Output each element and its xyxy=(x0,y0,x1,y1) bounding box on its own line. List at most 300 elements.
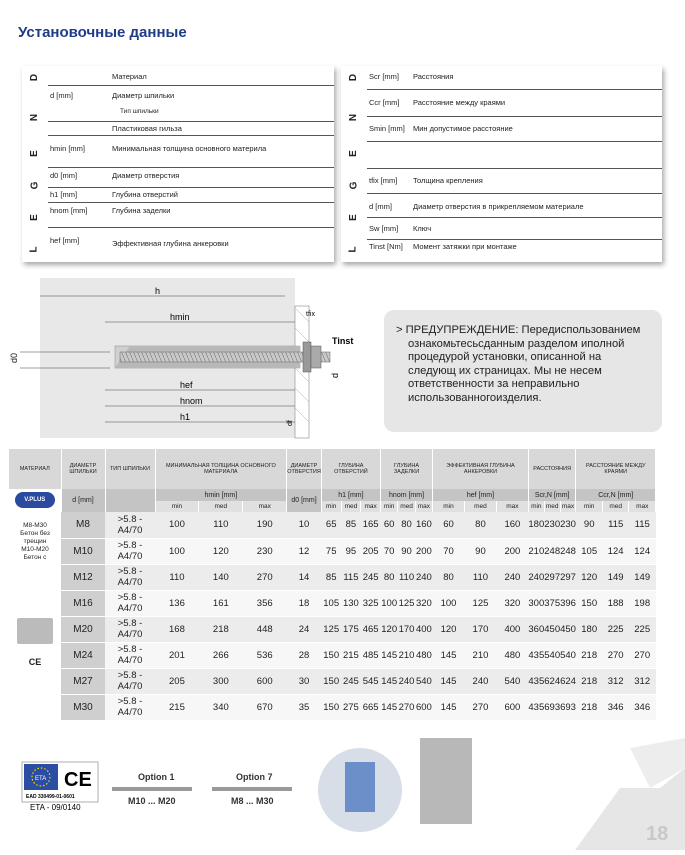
cell-ccr: 270 xyxy=(602,642,628,668)
subheader-min: min xyxy=(528,501,544,512)
bottom-graphics xyxy=(0,728,685,850)
cell-h1: 205 xyxy=(361,538,381,564)
legend-description: Момент затяжки при монтаже xyxy=(413,242,517,251)
legend-letter: D xyxy=(29,73,41,82)
legend-description: Тип шпильки xyxy=(120,108,159,115)
dimension-tfix: tfix xyxy=(306,311,315,318)
subheader-med: med xyxy=(199,501,243,512)
cell-scr: 624 xyxy=(560,668,576,694)
subheader-med: med xyxy=(602,501,628,512)
cell-d0: 10 xyxy=(287,512,322,538)
header-ccr: РАССТОЯНИЕ МЕЖДУ КРАЯМИ xyxy=(576,449,656,489)
legend-symbol: hef [mm] xyxy=(50,236,80,245)
cell-ccr: 218 xyxy=(576,642,602,668)
eta-icon: ETA xyxy=(35,776,47,782)
cell-ccr: 115 xyxy=(629,512,656,538)
cell-hmin: 168 xyxy=(155,616,199,642)
cell-hnom: 270 xyxy=(398,694,415,720)
legend-row xyxy=(48,168,334,188)
legend-row xyxy=(48,66,334,86)
material-text: Бетон с xyxy=(23,554,47,561)
cell-hnom: 120 xyxy=(381,616,398,642)
cell-scr: 450 xyxy=(544,616,560,642)
cell-d0: 35 xyxy=(287,694,322,720)
cell-h1: 125 xyxy=(321,616,341,642)
cell-diameter: M24 xyxy=(61,642,105,668)
cell-hmin: 140 xyxy=(199,564,243,590)
cell-ccr: 150 xyxy=(576,590,602,616)
cell-hef: 600 xyxy=(496,694,528,720)
table-row xyxy=(9,538,656,564)
warning-line: ответственности за неправильно xyxy=(408,378,580,390)
cell-diameter: M8 xyxy=(61,512,105,538)
unit-h1: h1 [mm] xyxy=(321,489,380,501)
cell-hef: 145 xyxy=(433,694,465,720)
cell-diameter: M16 xyxy=(61,590,105,616)
cell-hmin: 448 xyxy=(243,616,287,642)
cell-hmin: 670 xyxy=(243,694,287,720)
legend-description: Диаметр отверстия в прикрепляемом материале xyxy=(413,202,584,211)
cell-hef: 480 xyxy=(496,642,528,668)
dimension-d0: d0 xyxy=(9,352,20,364)
table-row xyxy=(9,694,656,720)
subheader-med: med xyxy=(341,501,361,512)
subheader-max: max xyxy=(629,501,656,512)
cell-ccr: 149 xyxy=(602,564,628,590)
subheader-min: min xyxy=(381,501,398,512)
warning-line: процедурой установки, описанной на xyxy=(408,351,602,363)
cell-hnom: 90 xyxy=(398,538,415,564)
cell-hnom: 170 xyxy=(398,616,415,642)
cell-scr: 230 xyxy=(544,512,560,538)
cell-ccr: 312 xyxy=(602,668,628,694)
legend-letter: N xyxy=(29,113,41,122)
unit-type xyxy=(105,489,155,512)
cell-hef: 80 xyxy=(433,564,465,590)
subheader-med: med xyxy=(398,501,415,512)
cell-hmin: 536 xyxy=(243,642,287,668)
dimension-tinst: Tinst xyxy=(332,336,354,346)
cell-hef: 240 xyxy=(496,564,528,590)
dimension-hef: hef xyxy=(180,380,193,390)
material-text: M10-M20 xyxy=(21,546,49,553)
legend-left xyxy=(22,66,334,262)
legend-description: Расстояния xyxy=(413,72,454,81)
legend-description: Толщина крепления xyxy=(413,176,483,185)
legend-letter: D xyxy=(348,73,360,82)
cell-ccr: 149 xyxy=(629,564,656,590)
unit-d0: d0 [mm] xyxy=(287,489,322,512)
dimension-hmin: hmin xyxy=(170,312,190,322)
subheader-min: min xyxy=(321,501,341,512)
cell-type: >5.8 - A4/70 xyxy=(105,668,155,694)
legend-row xyxy=(48,86,334,122)
cell-hnom: 320 xyxy=(415,590,432,616)
legend-row xyxy=(367,218,662,240)
subheader-max: max xyxy=(496,501,528,512)
subheader-min: min xyxy=(155,501,199,512)
cell-hmin: 120 xyxy=(199,538,243,564)
cell-scr: 375 xyxy=(544,590,560,616)
table-row xyxy=(9,668,656,694)
cell-ccr: 218 xyxy=(576,668,602,694)
cell-diameter: M20 xyxy=(61,616,105,642)
cell-scr: 624 xyxy=(544,668,560,694)
cell-hef: 80 xyxy=(465,512,497,538)
legend-letter: L xyxy=(28,246,40,253)
cell-hef: 120 xyxy=(433,616,465,642)
cell-hef: 145 xyxy=(433,642,465,668)
cell-h1: 665 xyxy=(361,694,381,720)
cell-hmin: 600 xyxy=(243,668,287,694)
dimension-hnom: hnom xyxy=(180,396,203,406)
legend-letter: E xyxy=(28,150,40,157)
cell-ccr: 198 xyxy=(629,590,656,616)
legend-row xyxy=(48,228,334,262)
cell-scr: 360 xyxy=(528,616,544,642)
cell-hmin: 161 xyxy=(199,590,243,616)
material-text: трещин xyxy=(23,538,47,545)
page-number: 18 xyxy=(646,823,669,845)
legend-symbol: h1 [mm] xyxy=(50,190,78,199)
legend-symbol: d0 [mm] xyxy=(50,171,78,180)
warning-line: следующ их страницах. Мы не несем xyxy=(408,364,602,377)
cell-hnom: 240 xyxy=(398,668,415,694)
cell-hmin: 266 xyxy=(199,642,243,668)
cell-hmin: 205 xyxy=(155,668,199,694)
subheader-max: max xyxy=(243,501,287,512)
cell-h1: 75 xyxy=(321,538,341,564)
legend-letter: N xyxy=(348,113,360,122)
cell-h1: 130 xyxy=(341,590,361,616)
table-row xyxy=(9,564,656,590)
subheader-min: min xyxy=(433,501,465,512)
cell-hnom: 110 xyxy=(398,564,415,590)
unit-hef: hef [mm] xyxy=(433,489,529,501)
cell-hef: 240 xyxy=(465,668,497,694)
cell-diameter: M30 xyxy=(61,694,105,720)
cell-d0: 24 xyxy=(287,616,322,642)
cell-ccr: 124 xyxy=(629,538,656,564)
cell-scr: 297 xyxy=(560,564,576,590)
legend-row xyxy=(367,117,662,142)
cell-h1: 150 xyxy=(321,668,341,694)
cell-h1: 175 xyxy=(341,616,361,642)
option1-label: Option 1 xyxy=(138,772,175,782)
cell-hef: 270 xyxy=(465,694,497,720)
cell-hnom: 70 xyxy=(381,538,398,564)
cell-type: >5.8 - A4/70 xyxy=(105,590,155,616)
cell-diameter: M12 xyxy=(61,564,105,590)
cell-h1: 85 xyxy=(321,564,341,590)
cell-hef: 400 xyxy=(496,616,528,642)
cell-h1: 215 xyxy=(341,642,361,668)
cell-hmin: 110 xyxy=(199,512,243,538)
subheader-max: max xyxy=(361,501,381,512)
legend-description: Диаметр отверстия xyxy=(112,171,180,180)
header-hmin: МИНИМАЛЬНАЯ ТОЛЩИНА ОСНОВНОГО МАТЕРИАЛА xyxy=(155,449,287,489)
cell-scr: 693 xyxy=(560,694,576,720)
header-diameter: ДИАМЕТР ШПИЛЬКИ xyxy=(61,449,105,489)
cell-h1: 65 xyxy=(321,512,341,538)
cell-ccr: 225 xyxy=(602,616,628,642)
legend-row xyxy=(367,142,662,169)
legend-row xyxy=(48,203,334,228)
legend-symbol: d [mm] xyxy=(369,202,392,211)
legend-description: Материал xyxy=(112,72,147,81)
cell-hnom: 400 xyxy=(415,616,432,642)
dimension-df: df xyxy=(287,420,294,426)
cell-ccr: 270 xyxy=(629,642,656,668)
legend-symbol: hmin [mm] xyxy=(50,144,86,153)
cell-type: >5.8 - A4/70 xyxy=(105,642,155,668)
cell-scr: 240 xyxy=(528,564,544,590)
cell-hmin: 110 xyxy=(155,564,199,590)
cell-scr: 435 xyxy=(528,642,544,668)
cell-hef: 60 xyxy=(433,512,465,538)
cell-hnom: 60 xyxy=(381,512,398,538)
legend-letter: E xyxy=(347,150,359,157)
legend-description: Диаметр шпильки xyxy=(112,91,175,100)
header-h1: ГЛУБИНА ОТВЕРСТИЙ xyxy=(321,449,380,489)
subheader-med: med xyxy=(545,503,559,510)
header-scr: РАССТОЯНИЯ xyxy=(528,449,576,489)
legend-letter: G xyxy=(348,181,360,190)
cell-h1: 115 xyxy=(341,564,361,590)
legend-symbol: Smin [mm] xyxy=(369,124,405,133)
cell-h1: 275 xyxy=(341,694,361,720)
cell-hnom: 125 xyxy=(398,590,415,616)
bottom-strip xyxy=(0,728,685,850)
legend-letter: G xyxy=(29,181,41,190)
cell-hmin: 300 xyxy=(199,668,243,694)
cell-hnom: 600 xyxy=(415,694,432,720)
legend-letter: L xyxy=(347,246,359,253)
dimension-d: d xyxy=(330,372,340,378)
legend-row xyxy=(367,240,662,262)
unit-ccr: Ccr,N [mm] xyxy=(576,489,656,501)
cell-type: >5.8 - A4/70 xyxy=(105,694,155,720)
cell-h1: 150 xyxy=(321,642,341,668)
cell-hnom: 240 xyxy=(415,564,432,590)
unit-d: d [mm] xyxy=(61,489,105,512)
cell-h1: 485 xyxy=(361,642,381,668)
option7-label: Option 7 xyxy=(236,772,273,782)
legend-row xyxy=(367,66,662,90)
cell-hnom: 540 xyxy=(415,668,432,694)
cell-h1: 325 xyxy=(361,590,381,616)
legend-row xyxy=(367,90,662,117)
unit-scr: Scr,N [mm] xyxy=(528,489,576,501)
legend-symbol: tfix [mm] xyxy=(369,176,398,185)
cell-scr: 435 xyxy=(528,668,544,694)
cell-scr: 540 xyxy=(544,642,560,668)
legend-row xyxy=(48,188,334,203)
legend-description: Пластиковая гильза xyxy=(112,124,182,133)
cell-hef: 100 xyxy=(433,590,465,616)
legend-row xyxy=(367,194,662,218)
cell-d0: 14 xyxy=(287,564,322,590)
legend-row xyxy=(367,169,662,194)
subheader-min: min xyxy=(576,501,602,512)
cell-h1: 150 xyxy=(321,694,341,720)
cell-ccr: 90 xyxy=(576,512,602,538)
anchors-photo xyxy=(420,738,472,824)
cell-hnom: 80 xyxy=(398,512,415,538)
legend-symbol: Ccr [mm] xyxy=(369,98,400,107)
cell-ccr: 105 xyxy=(576,538,602,564)
cell-h1: 85 xyxy=(341,512,361,538)
cell-hmin: 100 xyxy=(155,538,199,564)
cell-hnom: 145 xyxy=(381,694,398,720)
vplus-logo: V.PLUS xyxy=(15,492,55,508)
cell-hmin: 215 xyxy=(155,694,199,720)
cell-d0: 18 xyxy=(287,590,322,616)
cell-hef: 145 xyxy=(433,668,465,694)
cell-scr: 693 xyxy=(544,694,560,720)
subheader-max: max xyxy=(561,503,575,510)
legend-row xyxy=(48,136,334,168)
legend-symbol: hnom [mm] xyxy=(50,206,88,215)
cell-scr: 396 xyxy=(560,590,576,616)
cell-scr: 435 xyxy=(528,694,544,720)
cell-hmin: 201 xyxy=(155,642,199,668)
cell-scr: 180 xyxy=(528,512,544,538)
cell-hmin: 230 xyxy=(243,538,287,564)
legend-letter: E xyxy=(347,214,359,221)
legend-symbol: Tinst [Nm] xyxy=(369,242,403,251)
cell-d0: 30 xyxy=(287,668,322,694)
legend-symbol: Scr [mm] xyxy=(369,72,399,81)
cell-type: >5.8 - A4/70 xyxy=(105,616,155,642)
material-cell xyxy=(9,512,61,720)
cell-hef: 90 xyxy=(465,538,497,564)
cell-hmin: 356 xyxy=(243,590,287,616)
ce-mark: CE xyxy=(28,657,42,667)
legend-description: Мин допустимое расстояние xyxy=(413,124,513,133)
cell-h1: 465 xyxy=(361,616,381,642)
cell-ccr: 115 xyxy=(602,512,628,538)
cell-hef: 210 xyxy=(465,642,497,668)
cell-ccr: 120 xyxy=(576,564,602,590)
cell-h1: 95 xyxy=(341,538,361,564)
cell-diameter: M10 xyxy=(61,538,105,564)
ead-code: EAD 330499-01-0601 xyxy=(26,794,75,800)
cell-hnom: 210 xyxy=(398,642,415,668)
warning-box xyxy=(384,310,662,432)
cell-type: >5.8 - A4/70 xyxy=(105,538,155,564)
cell-hef: 320 xyxy=(496,590,528,616)
eta-label: ETA - 09/0140 xyxy=(30,803,81,812)
cell-ccr: 346 xyxy=(629,694,656,720)
material-text: M8-M30 xyxy=(23,522,47,529)
installation-data-table xyxy=(9,449,656,721)
cell-hef: 110 xyxy=(465,564,497,590)
cell-diameter: M27 xyxy=(61,668,105,694)
header-type: ТИП ШПИЛЬКИ xyxy=(105,449,155,489)
cell-h1: 165 xyxy=(361,512,381,538)
cell-scr: 248 xyxy=(544,538,560,564)
table-row xyxy=(9,642,656,668)
option7-range: M8 ... M30 xyxy=(231,796,274,806)
cell-hnom: 145 xyxy=(381,642,398,668)
legend-right xyxy=(341,66,662,262)
option1-range: M10 ... M20 xyxy=(128,796,176,806)
header-hef: ЭФФЕКТИВНАЯ ГЛУБИНА АНКЕРОВКИ xyxy=(433,449,529,489)
cell-type: >5.8 - A4/70 xyxy=(105,564,155,590)
cell-h1: 105 xyxy=(321,590,341,616)
header-material: МАТЕРИАЛ xyxy=(9,449,61,489)
unit-hmin: hmin [mm] xyxy=(155,489,287,501)
warning-line: > ПРЕДУПРЕЖДЕНИЕ: Передиспользованием xyxy=(396,324,641,336)
subheader-max: max xyxy=(415,501,432,512)
cell-scr: 210 xyxy=(528,538,544,564)
cell-hmin: 136 xyxy=(155,590,199,616)
cell-type: >5.8 - A4/70 xyxy=(105,512,155,538)
cell-scr: 230 xyxy=(560,512,576,538)
cell-h1: 245 xyxy=(361,564,381,590)
cell-hef: 540 xyxy=(496,668,528,694)
legend-description: Глубина заделки xyxy=(112,206,171,215)
legend-side-letters xyxy=(22,66,48,262)
cell-hef: 170 xyxy=(465,616,497,642)
material-text: Бетон без xyxy=(20,530,50,537)
cell-scr: 450 xyxy=(560,616,576,642)
cell-d0: 12 xyxy=(287,538,322,564)
legend-letter: E xyxy=(28,214,40,221)
legend-symbol: Sw [mm] xyxy=(369,224,399,233)
dimension-h1: h1 xyxy=(180,412,191,422)
cell-hmin: 340 xyxy=(199,694,243,720)
cell-ccr: 188 xyxy=(602,590,628,616)
table-row xyxy=(9,616,656,642)
cell-scr: 540 xyxy=(560,642,576,668)
legend-description: Расстояние между краями xyxy=(413,98,506,107)
cell-hnom: 160 xyxy=(415,512,432,538)
cell-hmin: 218 xyxy=(199,616,243,642)
legend-row xyxy=(48,122,334,136)
anchor-installation-diagram xyxy=(40,278,354,438)
cell-ccr: 180 xyxy=(576,616,602,642)
warning-line: использованногоизделия. xyxy=(408,391,542,404)
cell-ccr: 124 xyxy=(602,538,628,564)
cell-hnom: 100 xyxy=(381,590,398,616)
header-hnom: ГЛУБИНА ЗАДЕЛКИ xyxy=(381,449,433,489)
concrete-block-icon xyxy=(17,618,53,644)
cell-hef: 125 xyxy=(465,590,497,616)
page-title: Установочные данные xyxy=(18,24,187,41)
legend-side-letters xyxy=(341,66,367,262)
cell-ccr: 225 xyxy=(629,616,656,642)
vplus-cell xyxy=(9,489,61,512)
table-row xyxy=(9,512,656,538)
cell-d0: 28 xyxy=(287,642,322,668)
cell-scr: 248 xyxy=(560,538,576,564)
cell-hnom: 145 xyxy=(381,668,398,694)
header-d0: ДИАМЕТР ОТВЕРСТИЯ xyxy=(287,449,322,489)
cell-scr: 297 xyxy=(544,564,560,590)
cell-hef: 70 xyxy=(433,538,465,564)
legend-description: Ключ xyxy=(413,224,432,233)
dimension-h: h xyxy=(155,286,161,296)
legend-description: Глубина отверстий xyxy=(112,190,178,199)
cell-scr: 300 xyxy=(528,590,544,616)
ce-mark: CE xyxy=(64,769,92,791)
legend-description: Эффективная глубина анкеровки xyxy=(112,239,229,248)
cell-hef: 160 xyxy=(496,512,528,538)
warning-line: ознакомьтесьсданным разделом иполной xyxy=(408,337,625,350)
legend-symbol: d [mm] xyxy=(50,91,73,100)
